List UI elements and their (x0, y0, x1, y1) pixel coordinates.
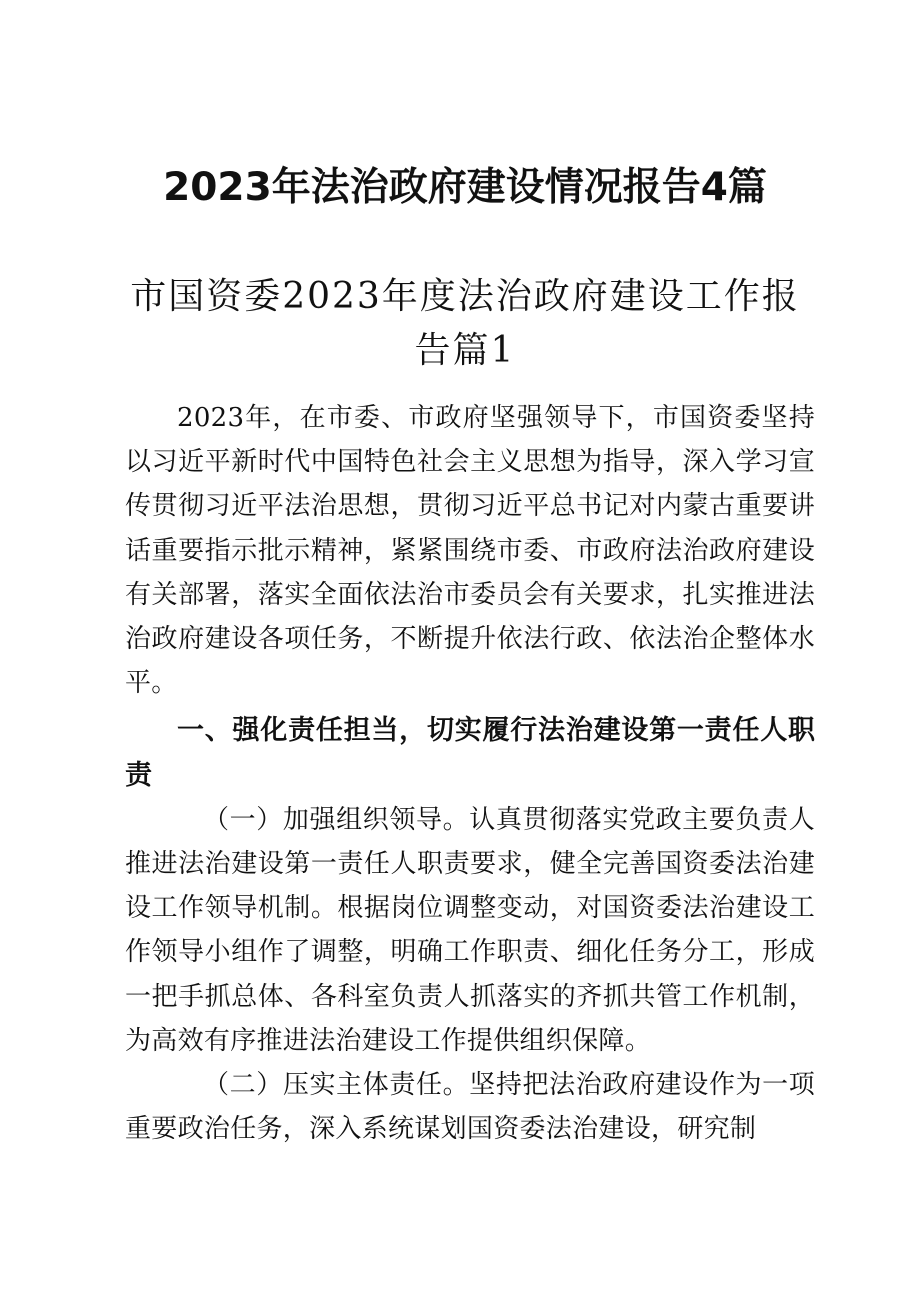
document-subtitle (120, 270, 810, 378)
intro-paragraph: 2023年，在市委、市政府坚强领导下，市国资委坚持以习近平新时代中国特色社会主义思想为指导，深入学习宣传贯彻习近平法治思想，贯彻习近平总书记对内蒙古重要讲话重要指示批示精神，紧紧围绕市委、市政府法治政府建设有关部署，落实全面依法治市委员会有关要求，扎实推进法治政府建设各项任务，不断提升依法行政、依法治企整体水平。 (125, 403, 815, 699)
paragraph-item-2: （二）压实主体责任。坚持把法治政府建设作为一项重要政治任务，深入系统谋划国资委法治建设，研究制 (125, 1070, 815, 1145)
document-body (125, 396, 815, 1151)
subtitle-line-1: 市国资委2023年度法治政府建设工作报 (130, 276, 800, 317)
section-heading-1: 一、强化责任担当，切实履行法治建设第一责任人职责 (125, 715, 815, 791)
subtitle-line-2: 告篇1 (414, 330, 516, 371)
paragraph-item-1: （一）加强组织领导。认真贯彻落实党政主要负责人推进法治建设第一责任人职责要求，健全完善国资委法治建设工作领导机制。根据岗位调整变动，对国资委法治建设工作领导小组作了调整，明确工作职责、细化任务分工，形成一把手抓总体、各科室负责人抓落实的齐抓共管工作机制，为高效有序推进法治建设工作提供组织保障。 (125, 804, 815, 1056)
document-title: 2023年法治政府建设情况报告4篇 (163, 165, 767, 210)
